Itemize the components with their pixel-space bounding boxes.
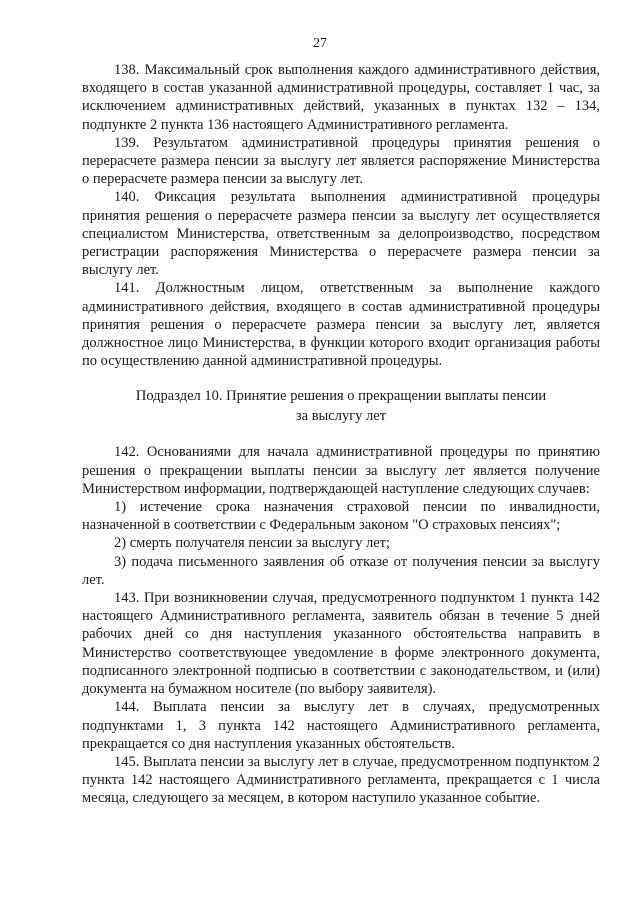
- paragraph-143: 143. При возникновении случая, предусмотренного подпунктом 1 пункта 142 настоящего Административного регламента, заявитель обязан в течение 5 дней рабочих дней со дня наступления указанного обстоятельства направить в Министерство соответствующее уведомление в форме электронного документа, подписанного электронной подписью в соответствии с законодательством, и (или) документа на бумажном носителе (по выбору заявителя).: [82, 590, 600, 698]
- paragraph-142-item-2: 2) смерть получателя пенсии за выслугу лет;: [114, 535, 391, 552]
- subsection-heading-line-2: за выслугу лет: [295, 408, 387, 425]
- paragraph-142-item-1: 1) истечение срока назначения страховой пенсии по инвалидности, назначенной в соответствии с Федеральным законом "О страховых пенсиях";: [82, 499, 600, 534]
- document-body: [82, 61, 600, 808]
- paragraph-142: 142. Основаниями для начала административной процедуры по принятию решения о прекращении выплаты пенсии за выслугу лет является получение Министерством информации, подтверждающей наступление следующих случаев:: [82, 444, 600, 497]
- paragraph-139: 139. Результатом административной процедуры принятия решения о перерасчете размера пенсии за выслугу лет является распоряжение Министерства о перерасчете размера пенсии за выслугу лет.: [82, 134, 600, 188]
- paragraph-144: 144. Выплата пенсии за выслугу лет в случаях, предусмотренных подпунктами 1, 3 пункта 142 настоящего Административного регламента, прекращается со дня наступления указанных обстоятельств.: [82, 699, 600, 752]
- subsection-heading: [82, 386, 600, 426]
- paragraph-142-item-3: 3) подача письменного заявления об отказе от получения пенсии за выслугу лет.: [82, 553, 600, 588]
- subsection-heading-line-1: Подраздел 10. Принятие решения о прекращении выплаты пенсии: [135, 388, 547, 405]
- paragraph-145: 145. Выплата пенсии за выслугу лет в случае, предусмотренном подпунктом 2 пункта 142 настоящего Административного регламента, прекращается с 1 числа месяца, следующего за месяцем, в котором наступило указанное событие.: [82, 753, 600, 807]
- paragraph-138: 138. Максимальный срок выполнения каждого административного действия, входящего в состав указанной административной процедуры, составляет 1 час, за исключением административных действий, указанных в пунктах 132 – 134, подпункте 2 пункта 136 настоящего Административного регламента.: [82, 62, 600, 133]
- paragraph-141: 141. Должностным лицом, ответственным за выполнение каждого административного действия, входящего в состав административной процедуры принятия решения о перерасчете размера пенсии за выслугу лет, является должностное лицо Министерства, в функции которого входит организация работы по осуществлению данной административной процедуры.: [82, 280, 600, 370]
- page-number: 27: [313, 36, 327, 51]
- paragraph-140: 140. Фиксация результата выполнения административной процедуры принятия решения о перерасчете размера пенсии за выслугу лет осуществляется специалистом Министерства, ответственным за делопроизводство, посредством регистрации распоряжения Министерства о перерасчете размера пенсии за выслугу лет.: [82, 189, 600, 279]
